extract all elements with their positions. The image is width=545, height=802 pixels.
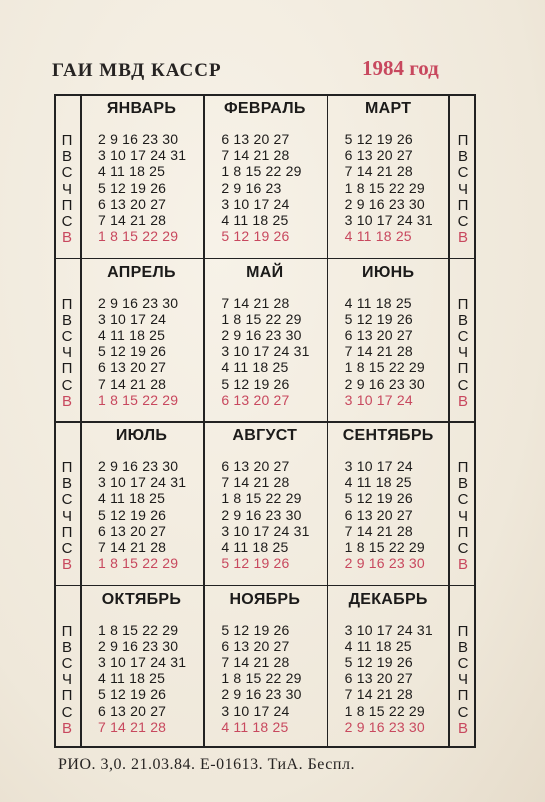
month-block	[330, 258, 447, 422]
weekday-column-left	[55, 585, 79, 749]
week-row: 6 13 20 27	[344, 506, 413, 523]
month-block	[206, 421, 323, 585]
week-row: 1 8 15 22 29	[98, 391, 179, 408]
week-row: 4 11 18 25	[344, 637, 412, 654]
weekday-label: П	[457, 687, 469, 705]
week-row: 5 12 19 26	[344, 653, 413, 670]
week-row: 2 9 16 23 30	[98, 458, 179, 474]
weekday-label: С	[457, 164, 469, 182]
weekday-label: П	[61, 196, 73, 214]
print-imprint: РИО. 3,0. 21.03.84. Е-01613. ТиА. Беспл.	[58, 756, 355, 773]
week-row: 3 10 17 24	[221, 195, 290, 212]
weekday-label: П	[61, 523, 73, 541]
weekday-label: Ч	[62, 180, 72, 198]
month-name: ФЕВРАЛЬ	[223, 100, 306, 117]
week-row: 7 14 21 28	[221, 653, 290, 670]
week-row: 1 8 15 22 29	[221, 670, 302, 687]
weekday-label: Ч	[458, 344, 468, 362]
month-name: ОКТЯБРЬ	[101, 590, 182, 608]
month-name: ДЕКАБРЬ	[348, 590, 428, 608]
weekday-label: П	[61, 459, 73, 476]
weekday-label: П	[61, 295, 73, 313]
week-row: 6 13 20 27	[221, 391, 290, 408]
week-row: 6 13 20 27	[221, 637, 290, 654]
month-block	[83, 258, 200, 422]
weekday-label: Ч	[458, 180, 468, 198]
weekday-label: В	[457, 229, 468, 247]
weekday-label: С	[457, 703, 469, 721]
week-row: 5 12 19 26	[221, 555, 290, 572]
weekday-label: С	[61, 213, 73, 230]
weekday-label: П	[457, 360, 469, 378]
weekday-label: П	[61, 622, 73, 640]
weekday-label: П	[61, 687, 73, 705]
weekday-label: С	[457, 540, 469, 557]
weekday-label: С	[457, 654, 469, 672]
week-row: 2 9 16 23 30	[344, 195, 425, 212]
week-row: 2 9 16 23	[221, 179, 282, 196]
week-row: 7 14 21 28	[344, 686, 413, 703]
issuer-title: ГАИ МВД КАССР	[52, 60, 222, 81]
weekday-label: П	[61, 132, 73, 149]
month-name: ИЮНЬ	[362, 263, 415, 281]
weekday-label: П	[457, 523, 469, 541]
weekday-label: С	[61, 164, 73, 182]
week-row: 5 12 19 26	[98, 506, 167, 523]
week-row: 6 13 20 27	[98, 702, 167, 719]
weekday-label: В	[61, 638, 72, 656]
week-row: 4 11 18 25	[221, 539, 289, 555]
week-row: 4 11 18 25	[344, 294, 412, 311]
weekday-label: Ч	[458, 507, 468, 525]
weekday-label: Ч	[62, 671, 72, 689]
week-row: 1 8 15 22 29	[98, 228, 179, 245]
weekday-label: С	[457, 491, 469, 509]
week-row: 2 9 16 23 30	[344, 718, 425, 735]
week-row: 3 10 17 24	[221, 702, 290, 719]
week-row: 5 12 19 26	[344, 310, 413, 327]
week-row: 6 13 20 27	[98, 522, 167, 539]
week-row: 3 10 17 24 31	[344, 212, 433, 228]
week-row: 4 11 18 25	[221, 359, 289, 376]
month-block	[206, 585, 323, 749]
week-row: 6 13 20 27	[98, 359, 167, 376]
week-row: 2 9 16 23 30	[98, 637, 179, 654]
week-row: 1 8 15 22 29	[98, 555, 179, 572]
weekday-label: В	[457, 719, 468, 737]
week-row: 7 14 21 28	[98, 718, 167, 735]
week-row: 6 13 20 27	[344, 147, 413, 164]
year-label: 1984 год	[362, 56, 439, 80]
week-row: 7 14 21 28	[221, 147, 290, 164]
week-row: 4 11 18 25	[344, 228, 412, 245]
week-row: 4 11 18 25	[344, 474, 412, 491]
weekday-label: В	[61, 719, 72, 737]
weekday-label: Ч	[458, 671, 468, 689]
week-row: 5 12 19 26	[344, 131, 413, 147]
weekday-label: В	[457, 392, 468, 410]
week-row: 3 10 17 24 31	[221, 522, 310, 539]
week-row: 3 10 17 24 31	[221, 343, 310, 360]
week-row: 5 12 19 26	[344, 490, 413, 507]
week-row: 1 8 15 22 29	[98, 621, 179, 638]
weekday-label: П	[457, 295, 469, 313]
week-row: 1 8 15 22 29	[344, 702, 425, 719]
weekday-label: С	[61, 327, 73, 345]
week-row: 7 14 21 28	[98, 212, 167, 228]
month-name: МАРТ	[364, 100, 412, 117]
month-name: АПРЕЛЬ	[107, 263, 176, 281]
week-row: 1 8 15 22 29	[344, 359, 425, 376]
month-block	[83, 94, 200, 258]
weekday-label: С	[61, 654, 73, 672]
weekday-label: Ч	[62, 344, 72, 362]
week-row: 4 11 18 25	[221, 718, 289, 735]
week-row: 1 8 15 22 29	[221, 310, 302, 327]
week-row: 2 9 16 23 30	[98, 131, 179, 147]
weekday-label: В	[457, 556, 468, 574]
week-row: 3 10 17 24 31	[98, 147, 187, 164]
week-row: 1 8 15 22 29	[344, 539, 425, 555]
month-name: НОЯБРЬ	[229, 590, 301, 608]
weekday-label: В	[61, 556, 72, 574]
week-row: 5 12 19 26	[221, 228, 290, 245]
week-row: 7 14 21 28	[344, 522, 413, 539]
week-row: 2 9 16 23 30	[221, 506, 302, 523]
month-block	[206, 94, 323, 258]
week-row: 6 13 20 27	[221, 458, 290, 474]
month-name: АВГУСТ	[232, 427, 298, 444]
weekday-label: С	[457, 327, 469, 345]
month-name: ИЮЛЬ	[115, 427, 168, 444]
weekday-column-left	[55, 258, 79, 422]
weekday-label: В	[61, 311, 72, 329]
weekday-label: С	[457, 376, 469, 394]
month-name: СЕНТЯБРЬ	[342, 427, 434, 444]
weekday-label: С	[61, 376, 73, 394]
weekday-label: С	[61, 703, 73, 721]
week-row: 2 9 16 23 30	[221, 686, 302, 703]
weekday-label: В	[61, 392, 72, 410]
weekday-label: В	[457, 311, 468, 329]
month-block	[330, 585, 447, 749]
week-row: 7 14 21 28	[221, 474, 290, 491]
week-row: 1 8 15 22 29	[221, 490, 302, 507]
week-row: 5 12 19 26	[221, 375, 290, 392]
week-row: 5 12 19 26	[221, 621, 290, 638]
weekday-column-left	[55, 421, 79, 585]
weekday-column-left	[55, 94, 79, 258]
month-name: ЯНВАРЬ	[106, 100, 177, 117]
week-row: 7 14 21 28	[344, 343, 413, 360]
week-row: 6 13 20 27	[221, 131, 290, 147]
weekday-label: Ч	[62, 507, 72, 525]
week-row: 3 10 17 24 31	[98, 653, 187, 670]
month-block	[83, 421, 200, 585]
week-row: 5 12 19 26	[98, 179, 167, 196]
weekday-label: В	[457, 148, 468, 166]
week-row: 4 11 18 25	[98, 163, 166, 180]
weekday-label: П	[457, 622, 469, 640]
weekday-label: П	[457, 459, 469, 476]
week-row: 3 10 17 24 31	[98, 474, 187, 491]
week-row: 4 11 18 25	[221, 212, 289, 228]
weekday-label: В	[61, 475, 72, 493]
month-block	[330, 94, 447, 258]
weekday-label: В	[61, 148, 72, 166]
week-row: 7 14 21 28	[98, 375, 167, 392]
week-row: 6 13 20 27	[344, 326, 413, 343]
week-row: 6 13 20 27	[98, 195, 167, 212]
weekday-label: В	[457, 638, 468, 656]
week-row: 5 12 19 26	[98, 343, 167, 360]
week-row: 4 11 18 25	[98, 490, 166, 507]
week-row: 2 9 16 23 30	[344, 555, 425, 572]
week-row: 7 14 21 28	[344, 163, 413, 180]
month-name: МАЙ	[246, 263, 284, 281]
month-block	[330, 421, 447, 585]
week-row: 2 9 16 23 30	[344, 375, 425, 392]
weekday-label: П	[61, 360, 73, 378]
week-row: 4 11 18 25	[98, 326, 166, 343]
weekday-label: С	[61, 540, 73, 557]
month-block	[83, 585, 200, 749]
weekday-label: В	[457, 475, 468, 493]
week-row: 6 13 20 27	[344, 670, 413, 687]
week-row: 3 10 17 24 31	[344, 621, 433, 638]
weekday-label: П	[457, 196, 469, 214]
weekday-label: С	[457, 213, 469, 230]
weekday-label: П	[457, 132, 469, 149]
week-row: 1 8 15 22 29	[221, 163, 302, 180]
week-row: 3 10 17 24	[344, 391, 413, 408]
month-block	[206, 258, 323, 422]
week-row: 5 12 19 26	[98, 686, 167, 703]
week-row: 2 9 16 23 30	[98, 294, 179, 311]
week-row: 2 9 16 23 30	[221, 326, 302, 343]
week-row: 4 11 18 25	[98, 670, 166, 687]
week-row: 3 10 17 24	[98, 310, 167, 327]
weekday-label: В	[61, 229, 72, 247]
week-row: 1 8 15 22 29	[344, 179, 425, 196]
week-row: 7 14 21 28	[98, 539, 167, 555]
weekday-label: С	[61, 491, 73, 509]
week-row: 7 14 21 28	[221, 294, 290, 311]
week-row: 3 10 17 24	[344, 458, 413, 474]
